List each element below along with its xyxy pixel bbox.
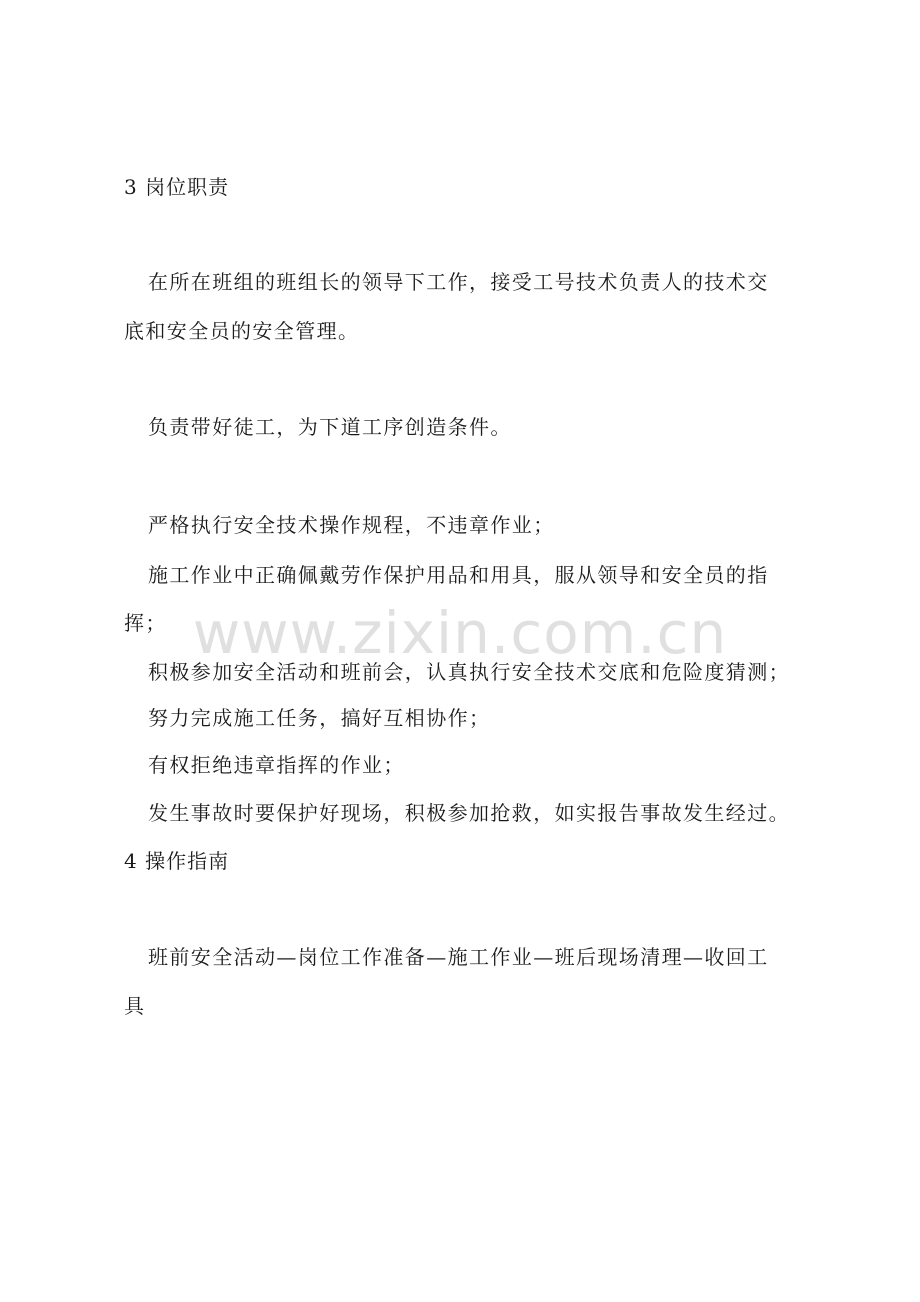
duty-item-2-line-1: 施工作业中正确佩戴劳作保护用品和用具，服从领导和安全员的指: [148, 563, 769, 587]
duty-item-2-line-2: 挥；: [124, 611, 167, 635]
section-3-paragraph-1-line-2: 底和安全员的安全管理。: [124, 319, 360, 343]
section-4-paragraph-1-line-2: 具: [124, 994, 146, 1018]
duty-item-1: 严格执行安全技术操作规程，不违章作业；: [148, 513, 555, 537]
duty-item-3: 积极参加安全活动和班前会，认真执行安全技术交底和危险度猜测；: [148, 660, 790, 684]
section-4-paragraph-1-line-1: 班前安全活动—岗位工作准备—施工作业—班后现场清理—收回工: [148, 945, 769, 969]
duty-item-6: 发生事故时要保护好现场，积极参加抢救，如实报告事故发生经过。: [148, 801, 790, 825]
section-3-paragraph-2: 负责带好徒工，为下道工序创造条件。: [148, 415, 512, 439]
section-4-heading: 4 操作指南: [124, 849, 230, 873]
duty-item-4: 努力完成施工任务，搞好互相协作；: [148, 706, 491, 730]
duty-item-5: 有权拒绝违章指挥的作业；: [148, 753, 405, 777]
section-3-paragraph-1-line-1: 在所在班组的班组长的领导下工作，接受工号技术负责人的技术交: [148, 270, 769, 294]
watermark: www.zixin.com.cn: [192, 599, 728, 667]
section-3-heading: 3 岗位职责: [124, 175, 230, 199]
